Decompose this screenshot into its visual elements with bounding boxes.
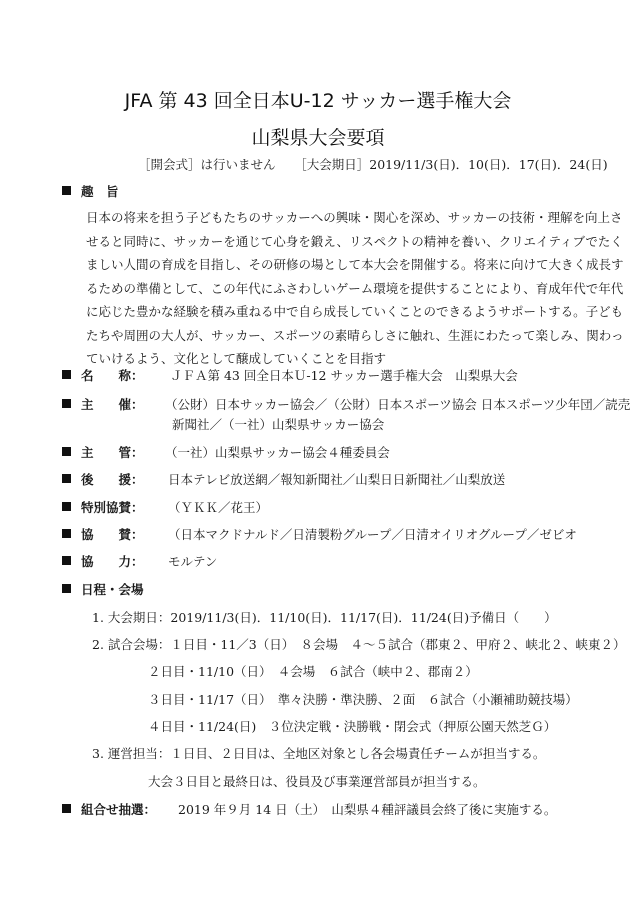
section-support-heading: 後 援： xyxy=(62,472,144,488)
square-bullet-icon xyxy=(62,556,71,565)
sponsor-value: （日本マクドナルド／日清製粉グループ／日清オイリオグループ／ゼビオ xyxy=(168,527,577,542)
section-schedule-heading: 日程・会場 xyxy=(62,582,144,598)
paragraph-line: せると同時に、サッカーを通じて心身を鍛え、リスペクトの精神を養い、クリエイティブでたく xyxy=(86,233,623,249)
section-draw-heading: 組合せ抽選： xyxy=(62,802,156,818)
section-name-heading: 名 称： xyxy=(62,368,144,384)
section-cooperation-heading: 協 力： xyxy=(62,554,144,570)
section-management-heading: 主 管： xyxy=(62,445,144,461)
paragraph-line: 日本の将来を担う子どもたちのサッカーへの興味・関心を深め、サッカーの技術・理解を向上さ xyxy=(86,210,623,225)
section-special-sponsor-heading: 特別協賛： xyxy=(62,500,144,516)
square-bullet-icon xyxy=(62,529,71,538)
section-sponsor-heading: 協 賛： xyxy=(62,527,144,543)
cooperation-value: モルテン xyxy=(168,554,218,569)
paragraph-line: に応じた豊かな経験を積み重ねる中で自ら成長していくことのできるようサポートする。子ども xyxy=(86,304,624,319)
organizer-value-line2: 新聞社／（一社）山梨県サッカー協会 xyxy=(172,417,385,432)
organizer-value-line1: （公財）日本サッカー協会／（公財）日本スポーツ協会 日本スポーツ少年団／読売 xyxy=(165,397,631,412)
square-bullet-icon xyxy=(62,399,71,408)
square-bullet-icon xyxy=(62,804,71,813)
special-sponsor-value: （ＹＫＫ／花王） xyxy=(168,500,269,515)
schedule-line: ３日目・11/17（日） 準々決勝・準決勝、２面 ６試合（小瀬補助競技場） xyxy=(148,692,578,707)
square-bullet-icon xyxy=(62,370,71,379)
schedule-line: 3. 運営担当：１日目、２日目は、全地区対象とし各会場責任チームが担当する。 xyxy=(92,746,546,761)
square-bullet-icon xyxy=(62,584,71,593)
support-value: 日本テレビ放送網／報知新聞社／山梨日日新聞社／山梨放送 xyxy=(168,472,506,487)
section-organizer-heading: 主 催： xyxy=(62,397,144,413)
schedule-line: ４日目・11/24(日) ３位決定戦・決勝戦・閉会式（押原公園天然芝Ｇ） xyxy=(148,719,557,734)
document-title: JFA 第 43 回全日本U-12 サッカー選手権大会 xyxy=(124,90,512,112)
square-bullet-icon xyxy=(62,502,71,511)
schedule-line: ２日目・11/10（日） ４会場 ６試合（峡中２、郡南２） xyxy=(148,664,478,679)
schedule-line: 1. 大会期日：2019/11/3(日)．11/10(日)．11/17(日)．11/24(日)予備日（ ） xyxy=(92,610,557,625)
square-bullet-icon xyxy=(62,447,71,456)
document-subtitle: 山梨県大会要項 xyxy=(251,127,385,149)
schedule-line: 2. 試合会場：１日目・11／3（日） ８会場 ４～５試合（郡東２、甲府２、峡北２、峡東２） xyxy=(92,637,626,652)
opening-info-line: ［開会式］は行いません ［大会期日］2019/11/3(日)．10(日)．17(日)．24(日) xyxy=(138,157,608,172)
square-bullet-icon xyxy=(62,186,71,195)
paragraph-line: たちや周囲の大人が、サッカー、スポーツの素晴らしさに触れ、生涯にわたって楽しみ、関わっ xyxy=(86,327,624,343)
management-value: （一社）山梨県サッカー協会４種委員会 xyxy=(165,445,390,460)
square-bullet-icon xyxy=(62,474,71,483)
paragraph-line: るための準備として、この年代にふさわしいゲーム環境を提供することにより、育成年代で年代 xyxy=(86,280,624,296)
paragraph-line: ましい人間の育成を目指し、その研修の場として本大会を開催する。将来に向けて大きく成長す xyxy=(86,257,624,272)
paragraph-line: ていけるよう、文化として醸成していくことを目指す xyxy=(86,351,387,366)
draw-value: 2019 年９月 14 日（土） 山梨県４種評議員会終了後に実施する。 xyxy=(178,802,557,817)
purpose-paragraph xyxy=(86,206,624,371)
schedule-line: 大会３日目と最終日は、役員及び事業運営部員が担当する。 xyxy=(148,774,486,789)
name-value: ＪＦＡ第 43 回全日本Ｕ-12 サッカー選手権大会 山梨県大会 xyxy=(170,368,518,383)
section-purpose-heading: 趣 旨 xyxy=(62,184,119,200)
